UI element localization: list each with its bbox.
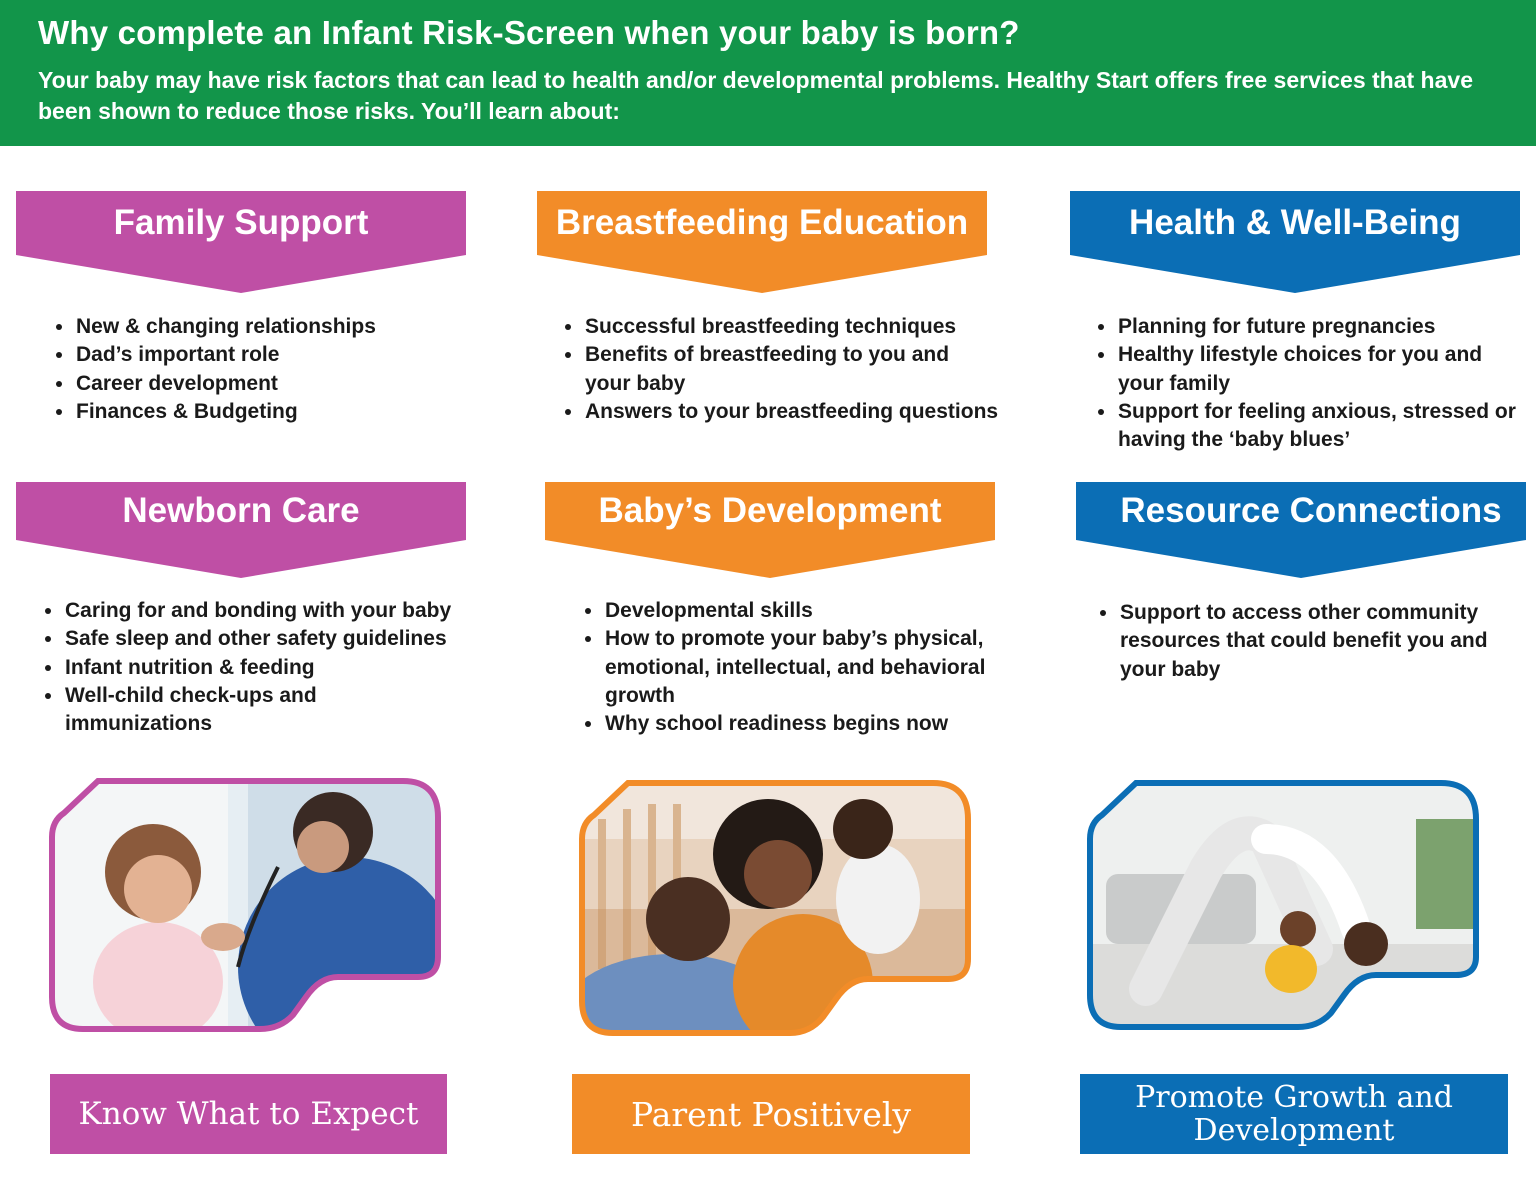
list-item: • Support for feeling anxious, stressed or having the ‘baby blues’ bbox=[1117, 398, 1518, 455]
list-item: • Well-child check-ups and immunizations bbox=[64, 682, 335, 739]
babys-development-banner bbox=[545, 482, 995, 578]
newborn-care-banner bbox=[16, 482, 466, 578]
health-wellbeing-title: Health & Well-Being bbox=[1129, 203, 1461, 242]
list-item: • Healthy lifestyle choices for you and your family bbox=[1117, 341, 1498, 398]
parents-baby-photo bbox=[578, 779, 972, 1037]
list-item: • Answers to your breastfeeding questions bbox=[584, 398, 1029, 426]
doctor-child-photo bbox=[48, 777, 442, 1033]
list-item: • Planning for future pregnancies bbox=[1117, 313, 1536, 341]
tagline-promote-growth: Promote Growth and Development bbox=[1080, 1074, 1508, 1154]
newborn-care-list bbox=[37, 597, 494, 738]
list-item: • Finances & Budgeting bbox=[75, 398, 495, 426]
list-item: • Successful breastfeeding techniques bbox=[584, 313, 1029, 341]
list-item: • Support to access other community resources that could benefit you and your baby bbox=[1119, 599, 1490, 684]
babys-development-title: Baby’s Development bbox=[598, 491, 942, 530]
page-intro: Your baby may have risk factors that can lead to health and/or developmental problems. Healthy Start offers free services that have been shown to reduce those risks. You’ll learn about: bbox=[38, 67, 1473, 124]
list-item: • Safe sleep and other safety guidelines bbox=[64, 625, 494, 653]
newborn-care-title: Newborn Care bbox=[122, 491, 360, 530]
yoga-baby-photo bbox=[1086, 779, 1480, 1031]
resource-connections-title: Resource Connections bbox=[1120, 491, 1502, 530]
list-item: • New & changing relationships bbox=[75, 313, 495, 341]
breastfeeding-banner bbox=[537, 191, 987, 293]
tagline-know-what-to-expect: Know What to Expect bbox=[50, 1074, 447, 1154]
list-item: • Dad’s important role bbox=[75, 341, 495, 369]
breastfeeding-title: Breastfeeding Education bbox=[555, 203, 969, 242]
family-support-title: Family Support bbox=[113, 203, 369, 242]
list-item: • Caring for and bonding with your baby bbox=[64, 597, 494, 625]
tagline-parent-positively: Parent Positively bbox=[572, 1074, 970, 1154]
list-item: • Developmental skills bbox=[604, 597, 1034, 625]
list-item: • Why school readiness begins now bbox=[604, 710, 1034, 738]
family-support-list bbox=[48, 313, 495, 426]
list-item: • Infant nutrition & feeding bbox=[64, 654, 494, 682]
family-support-banner bbox=[16, 191, 466, 293]
health-wellbeing-banner bbox=[1070, 191, 1520, 293]
list-item: • How to promote your baby’s physical, emotional, intellectual, and behavioral growth bbox=[604, 625, 1005, 710]
header-banner bbox=[0, 0, 1536, 146]
page-title: Why complete an Infant Risk-Screen when your baby is born? bbox=[38, 14, 1020, 51]
list-item: • Career development bbox=[75, 370, 495, 398]
breastfeeding-list bbox=[557, 313, 1029, 426]
babys-development-list bbox=[577, 597, 1034, 738]
health-wellbeing-list bbox=[1090, 313, 1536, 454]
resource-connections-banner bbox=[1076, 482, 1526, 578]
list-item: • Benefits of breastfeeding to you and your baby bbox=[584, 341, 965, 398]
resource-connections-list bbox=[1092, 599, 1519, 684]
